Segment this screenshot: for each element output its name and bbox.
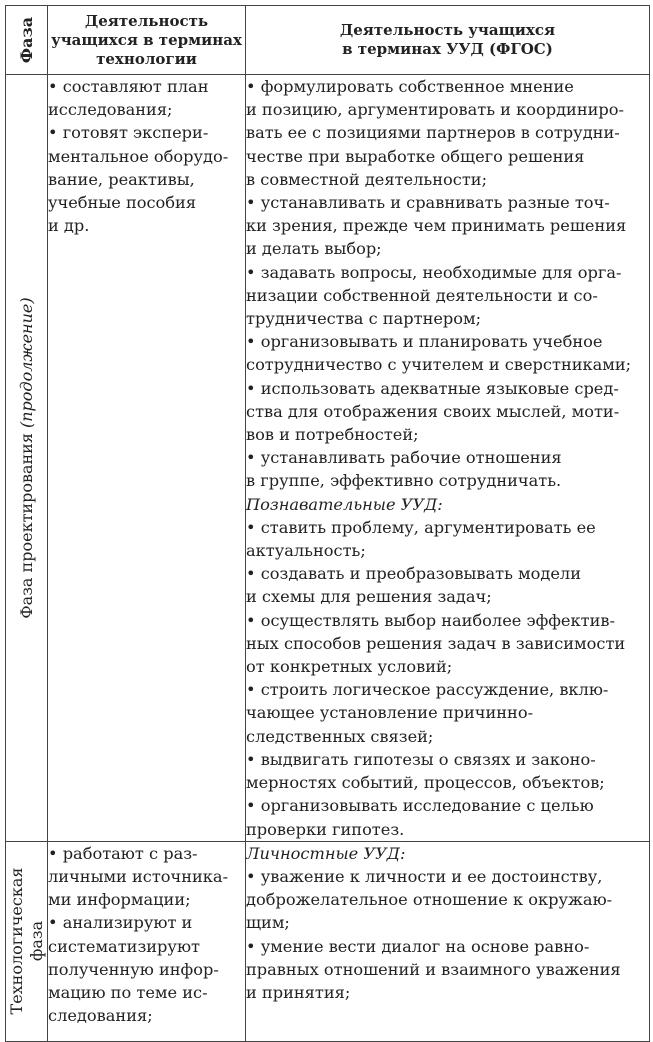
text-line: • анализируют и — [48, 913, 193, 933]
text-line: Деятельность учащихся — [339, 21, 556, 39]
phase-note: (продолжение) — [16, 297, 36, 428]
phase-cell — [6, 841, 48, 1041]
text-line: и делать выбор; — [246, 239, 382, 259]
text-line: следования; — [48, 1006, 153, 1026]
text-line: ства для отображения своих мыслей, моти- — [246, 401, 620, 421]
text-line: правных отношений и взаимного уважения — [246, 959, 621, 979]
text-line: и др. — [48, 216, 90, 236]
text-line: щим; — [246, 913, 290, 933]
text-line: • ставить проблему, аргументировать ее — [246, 517, 596, 537]
text-line: вов и потребностей; — [246, 425, 419, 445]
text-line: полученную инфор- — [48, 959, 219, 979]
text-line: от конкретных условий; — [246, 657, 453, 677]
text-line: вать ее с позициями партнеров в сотрудни- — [246, 123, 620, 143]
phase-main: Фаза проектирования — [16, 427, 36, 619]
tech-cell — [48, 841, 246, 1041]
text-line: в терминах УУД (ФГОС) — [342, 40, 553, 58]
text-line: • умение вести диалог на основе равно- — [246, 936, 590, 956]
text-line: мерностях событий, процессов, объектов; — [246, 773, 605, 793]
text-line: актуальность; — [246, 541, 366, 561]
text-line: учебные пособия — [48, 193, 197, 213]
text-line: ми информации; — [48, 890, 191, 910]
text-line: ки зрения, прежде чем принимать решения — [246, 216, 627, 236]
text-line: чающее установление причинно- — [246, 703, 534, 723]
text-line: • выдвигать гипотезы о связях и законо- — [246, 749, 596, 769]
header-uud — [246, 6, 650, 75]
table-header-row — [6, 6, 650, 75]
text-line: • работают с раз- — [48, 843, 198, 863]
uud-cell — [246, 841, 650, 1041]
text-line: • организовывать исследование с целью — [246, 796, 594, 816]
text-line: низации собственной деятельности и со- — [246, 285, 598, 305]
text-line: в группе, эффективно сотрудничать. — [246, 471, 562, 491]
text-line: • создавать и преобразовывать модели — [246, 564, 582, 584]
phase-line: Технологическая — [6, 867, 26, 1015]
text-line: в совместной деятельности; — [246, 169, 488, 189]
uud-cell — [246, 75, 650, 842]
text-line: Деятельность — [84, 11, 209, 30]
text-line: и позицию, аргументировать и координиро- — [246, 100, 624, 120]
text-line: и схемы для решения задач; — [246, 587, 492, 607]
text-line: доброжелательное отношение к окружаю- — [246, 890, 613, 910]
text-line: технологии — [96, 49, 197, 68]
text-line: ных способов решения задач в зависимости — [246, 633, 626, 653]
text-line: • готовят экспери- — [48, 123, 209, 143]
header-tech — [48, 6, 246, 75]
text-line: сотрудничество с учителем и сверстниками; — [246, 355, 632, 375]
text-line: • задавать вопросы, необходимые для орга- — [246, 262, 622, 282]
text-line: вание, реактивы, — [48, 169, 195, 189]
text-line: личными источника- — [48, 866, 229, 886]
section-heading: Познавательные УУД: — [246, 494, 443, 514]
text-line: • осуществлять выбор наиболее эффектив- — [246, 610, 615, 630]
text-line: • устанавливать и сравнивать разные точ- — [246, 193, 610, 213]
text-line: следственных связей; — [246, 726, 434, 746]
text-line: честве при выработке общего решения — [246, 146, 585, 166]
text-line: • строить логическое рассуждение, вклю- — [246, 680, 609, 700]
header-phase — [6, 6, 48, 75]
text-line: • уважение к личности и ее достоинству, — [246, 866, 603, 886]
header-phase-label: Фаза — [16, 16, 36, 64]
text-line: ментальное оборудо- — [48, 146, 229, 166]
table-row — [6, 75, 650, 842]
text-line: • организовывать и планировать учебное — [246, 332, 603, 352]
text-line: трудничества с партнером; — [246, 309, 482, 329]
section-heading: Личностные УУД: — [246, 843, 406, 863]
text-line: • составляют план — [48, 77, 209, 96]
text-line: проверки гипотез. — [246, 819, 405, 839]
phase-label — [7, 868, 47, 1015]
text-line: исследования; — [48, 100, 173, 120]
text-line: учащихся в терминах — [51, 30, 242, 49]
activities-table — [5, 5, 650, 1042]
text-line: мацию по теме ис- — [48, 982, 208, 1002]
text-line: • формулировать собственное мнение — [246, 77, 574, 96]
phase-line: фаза — [26, 921, 46, 962]
phase-label — [17, 297, 37, 618]
text-line: систематизируют — [48, 936, 200, 956]
text-line: • устанавливать рабочие отношения — [246, 448, 562, 468]
text-line: и принятия; — [246, 982, 351, 1002]
phase-cell — [6, 75, 48, 842]
tech-cell — [48, 75, 246, 842]
table-row — [6, 841, 650, 1041]
text-line: • использовать адекватные языковые сред- — [246, 378, 619, 398]
